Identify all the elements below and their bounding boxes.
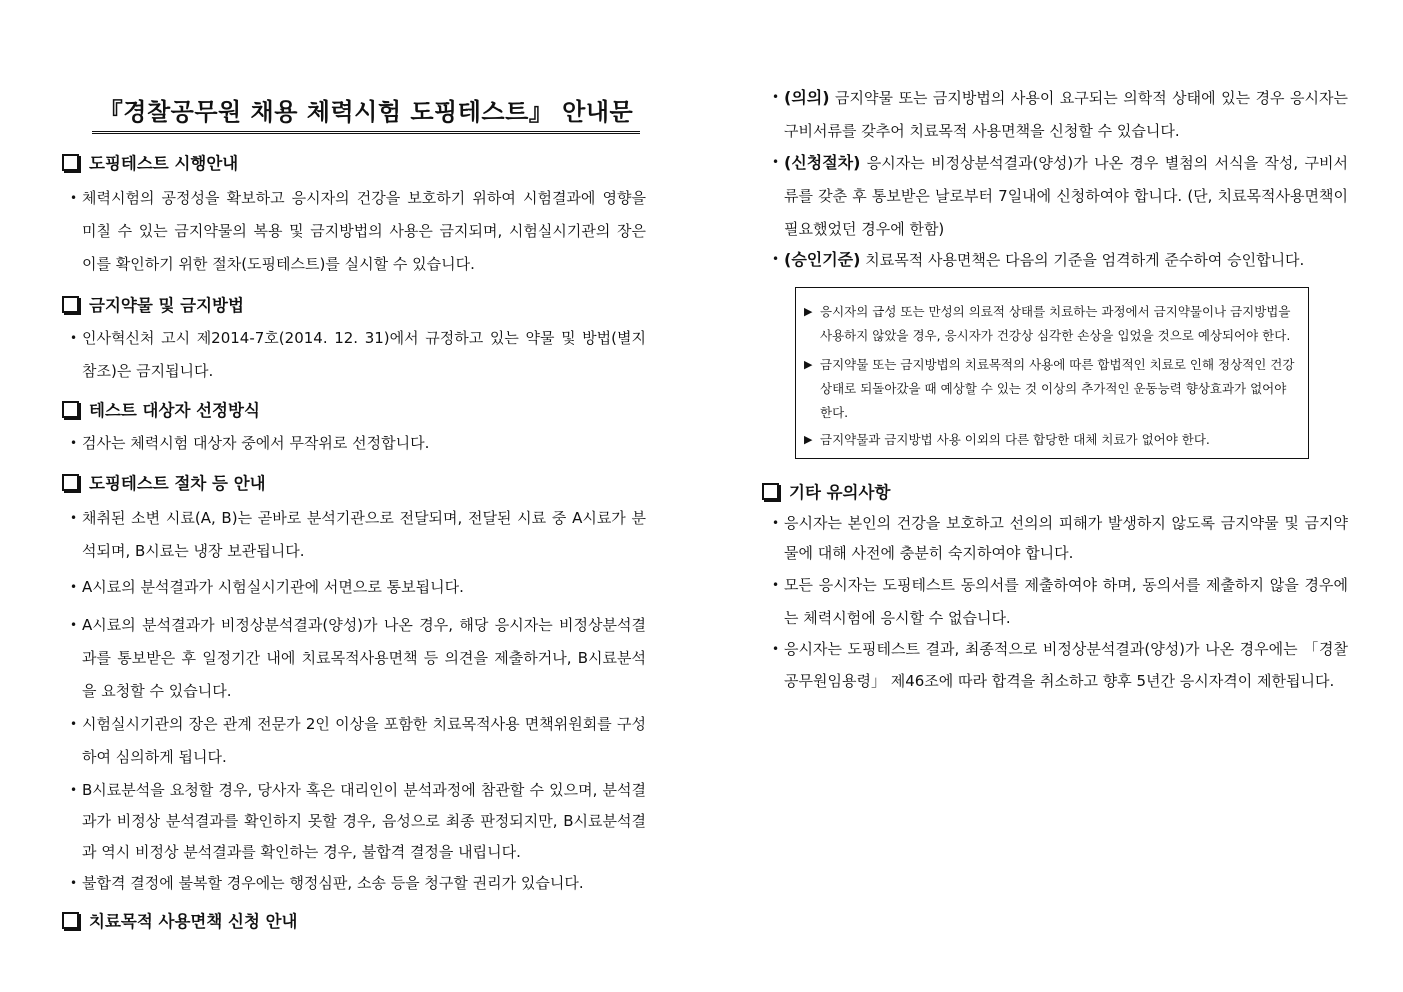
list-item: • B시료분석을 요청할 경우, 당사자 혹은 대리인이 분석과정에 참관할 수 있으며, 분석결과가 비정상 분석결과를 확인하지 못할 경우, 음성으로 최종 판정되지만, B시료분석결과 역시 비정상 분석결과를 확인하는 경우, 불합격 결정을 내립니다. [82,775,646,868]
checkbox-square-icon [62,474,79,491]
list-item: • 불합격 결정에 불복할 경우에는 행정심판, 소송 등을 청구할 권리가 있습니다. [82,867,646,900]
criteria-item: ▶ 금지약물과 금지방법 사용 이외의 다른 합당한 대체 치료가 없어야 한다. [820,428,1300,452]
bullet-dot-icon: • [772,155,780,169]
bullet-dot-icon: • [772,642,780,656]
triangle-right-icon: ▶ [804,358,813,371]
section-heading-text: 금지약물 및 금지방법 [89,296,244,315]
section-heading-text: 치료목적 사용면책 신청 안내 [89,912,298,931]
section-heading-selection-method [62,397,260,421]
section-heading-text: 기타 유의사항 [789,483,891,502]
list-item: • 모든 응시자는 도핑테스트 동의서를 제출하여야 하며, 동의서를 제출하지 않을 경우에는 체력시험에 응시할 수 없습니다. [784,569,1348,635]
checkbox-square-icon [62,296,79,313]
list-item: • (의의) 금지약물 또는 금지방법의 사용이 요구되는 의학적 상태에 있는 경우 응시자는 구비서류를 갖추어 치료목적 사용면책을 신청할 수 있습니다. [784,81,1348,148]
section-heading-prohibited-substances [62,292,244,316]
section-heading-doping-notice [62,150,238,174]
bullet-dot-icon: • [772,252,780,266]
triangle-right-icon: ▶ [804,305,813,318]
bullet-dot-icon: • [70,876,78,890]
page-title: 『경찰공무원 채용 체력시험 도핑테스트』 안내문 [92,92,640,134]
checkbox-square-icon [62,401,79,418]
list-item: • 검사는 체력시험 대상자 중에서 무작위로 선정합니다. [82,427,646,460]
section-heading-text: 테스트 대상자 선정방식 [89,401,260,420]
list-item: • 응시자는 본인의 건강을 보호하고 선의의 피해가 발생하지 않도록 금지약물 및 금지약물에 대해 사전에 충분히 숙지하여야 합니다. [784,508,1348,568]
bullet-dot-icon: • [70,580,78,594]
triangle-right-icon: ▶ [804,433,813,446]
bullet-dot-icon: • [70,436,78,450]
bullet-dot-icon: • [70,783,78,797]
section-heading-text: 도핑테스트 시행안내 [89,154,239,173]
bullet-dot-icon: • [772,90,780,104]
bullet-dot-icon: • [772,516,780,530]
bullet-dot-icon: • [70,717,78,731]
list-item: • 인사혁신처 고시 제2014-7호(2014. 12. 31)에서 규정하고 있는 약물 및 방법(별지 참조)은 금지됩니다. [82,322,646,388]
bullet-dot-icon: • [70,191,78,205]
section-heading-text: 도핑테스트 절차 등 안내 [89,474,266,493]
bullet-dot-icon: • [70,331,78,345]
section-heading-tue [62,908,298,932]
list-item: • 시험실시기관의 장은 관계 전문가 2인 이상을 포함한 치료목적사용 면책위원회를 구성하여 심의하게 됩니다. [82,708,646,774]
bullet-dot-icon: • [70,511,78,525]
checkbox-square-icon [62,912,79,929]
list-item: • (신청절차) 응시자는 비정상분석결과(양성)가 나온 경우 별첨의 서식을 작성, 구비서류를 갖춘 후 통보받은 날로부터 7일내에 신청하여야 합니다. (단, 치료목적사용면책이 필요했었던 경우에 한함) [784,146,1348,246]
list-item: • 응시자는 도핑테스트 결과, 최종적으로 비정상분석결과(양성)가 나온 경우에는 「경찰공무원임용령」 제46조에 따라 합격을 취소하고 향후 5년간 응시자격이 제한됩니다. [784,633,1348,697]
list-item: • 채취된 소변 시료(A, B)는 곧바로 분석기관으로 전달되며, 전달된 시료 중 A시료가 분석되며, B시료는 냉장 보관됩니다. [82,502,646,568]
approval-criteria-box [795,287,1309,459]
list-item: • (승인기준) 치료목적 사용면책은 다음의 기준을 엄격하게 준수하여 승인합니다. [784,243,1348,277]
section-heading-procedure [62,470,266,494]
checkbox-square-icon [62,154,79,171]
list-item: • A시료의 분석결과가 시험실시기관에 서면으로 통보됩니다. [82,571,646,604]
criteria-item: ▶ 금지약물 또는 금지방법의 치료목적의 사용에 따른 합법적인 치료로 인해 정상적인 건강상태로 되돌아갔을 때 예상할 수 있는 것 이상의 추가적인 운동능력 향상효과가 없어야 한다. [820,353,1300,425]
bullet-dot-icon: • [772,578,780,592]
criteria-item: ▶ 응시자의 급성 또는 만성의 의료적 상태를 치료하는 과정에서 금지약물이나 금지방법을 사용하지 않았을 경우, 응시자가 건강상 심각한 손상을 입었을 것으로 예상되어야 한다. [820,300,1300,348]
list-item: • A시료의 분석결과가 비정상분석결과(양성)가 나온 경우, 해당 응시자는 비정상분석결과를 통보받은 후 일정기간 내에 치료목적사용면책 등 의견을 제출하거나, B시료분석을 요청할 수 있습니다. [82,609,646,708]
checkbox-square-icon [762,483,779,500]
section-heading-other-notes [762,479,890,503]
bullet-dot-icon: • [70,618,78,632]
list-item: • 체력시험의 공정성을 확보하고 응시자의 건강을 보호하기 위하여 시험결과에 영향을 미칠 수 있는 금지약물의 복용 및 금지방법의 사용은 금지되며, 시험실시기관의 장은 이를 확인하기 위한 절차(도핑테스트)를 실시할 수 있습니다. [82,182,646,281]
